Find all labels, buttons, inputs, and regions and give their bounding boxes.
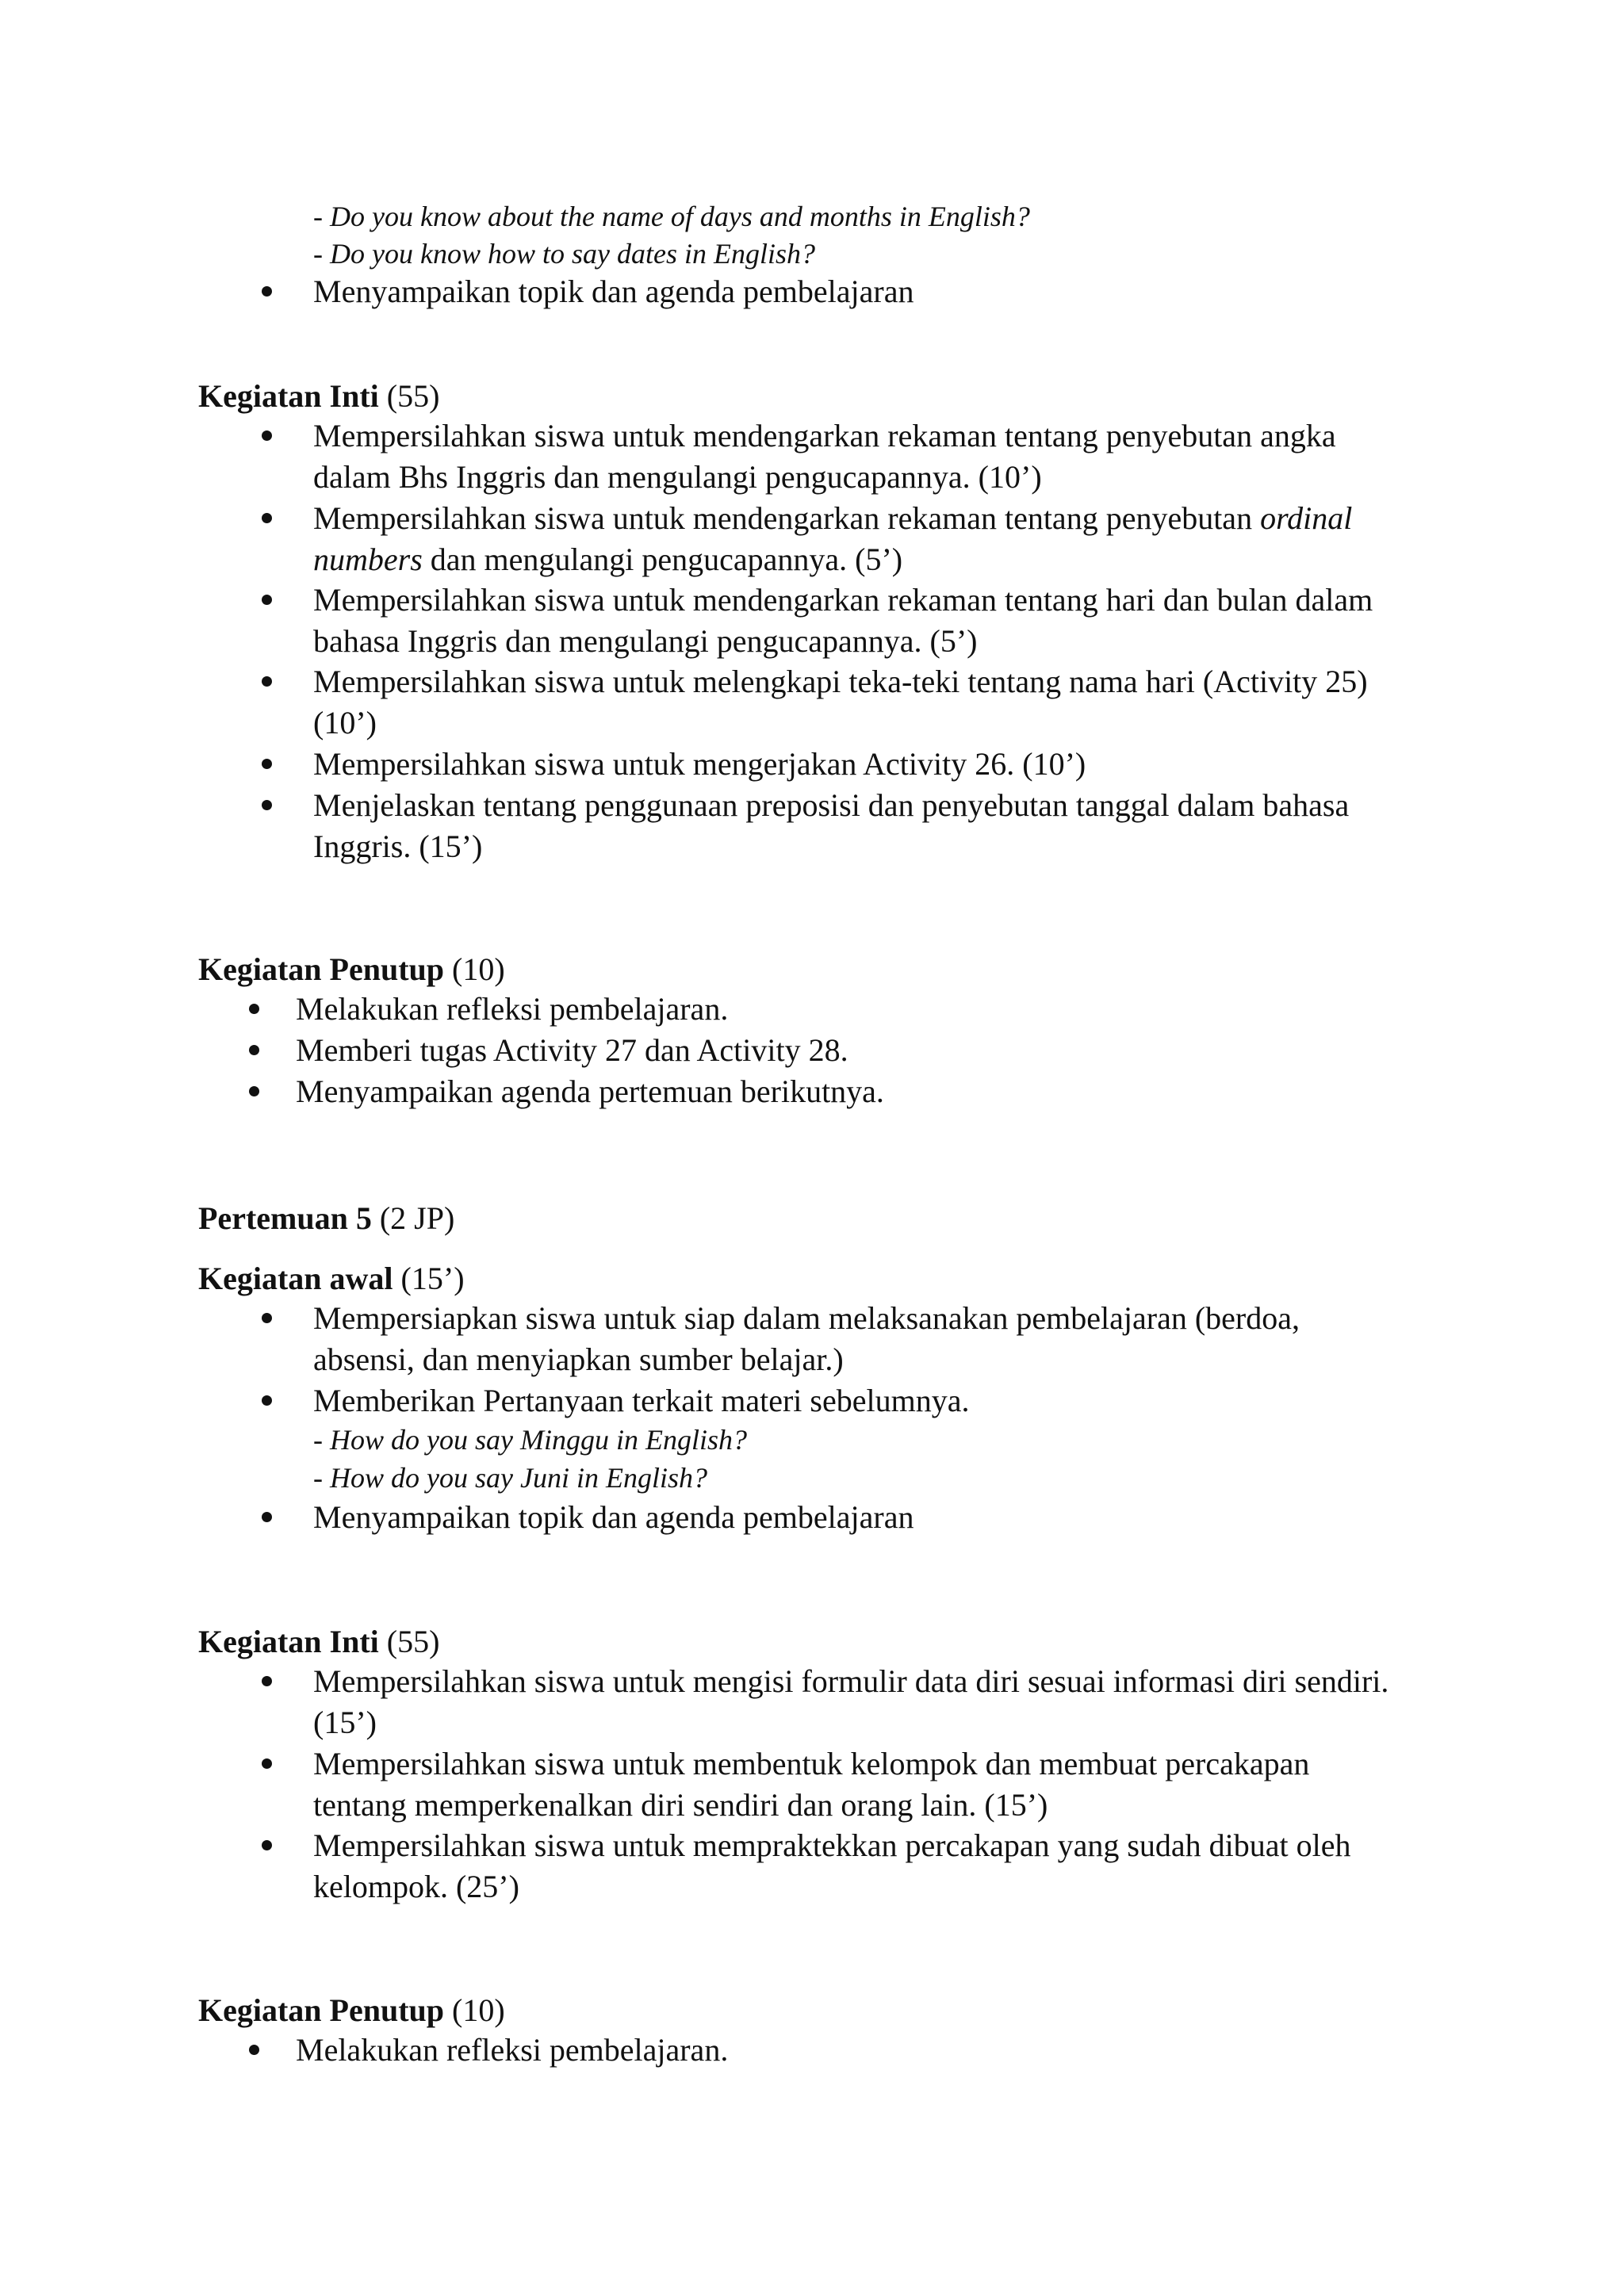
list-item-cont: Inggris. (15’) — [313, 828, 483, 864]
list-item-cont: numbers dan mengulangi pengucapannya. (5’) — [313, 541, 903, 577]
section-heading: Kegiatan awal (15’) — [198, 1261, 465, 1296]
list-item: Mempersilahkan siswa untuk mendengarkan rekaman tentang penyebutan ordinal — [313, 500, 1353, 536]
list-item: Mempersilahkan siswa untuk mengisi formulir data diri sesuai informasi diri sendiri. — [313, 1663, 1389, 1699]
list-item: Mempersilahkan siswa untuk mengerjakan Activity 26. (10’) — [313, 746, 1086, 782]
question-line: - How do you say Minggu in English? — [313, 1424, 747, 1456]
bullet-icon — [262, 759, 272, 769]
bullet-icon — [262, 1313, 272, 1323]
question-line: - Do you know about the name of days and months in English? — [313, 201, 1030, 232]
list-item: Mempersilahkan siswa untuk membentuk kelompok dan membuat percakapan — [313, 1746, 1310, 1781]
bullet-icon — [262, 595, 272, 605]
bullet-icon — [249, 1086, 259, 1096]
list-item-cont: kelompok. (25’) — [313, 1869, 519, 1904]
list-item: Menyampaikan agenda pertemuan berikutnya. — [296, 1073, 884, 1109]
question-line: - How do you say Juni in English? — [313, 1462, 707, 1494]
list-item: Menyampaikan topik dan agenda pembelajaran — [313, 274, 914, 309]
list-item: Mempersiapkan siswa untuk siap dalam melaksanakan pembelajaran (berdoa, — [313, 1300, 1300, 1336]
list-item: Melakukan refleksi pembelajaran. — [296, 2032, 729, 2068]
bullet-icon — [262, 513, 272, 523]
list-item: Mempersilahkan siswa untuk melengkapi teka-teki tentang nama hari (Activity 25) — [313, 664, 1368, 699]
bullet-icon — [262, 1512, 272, 1522]
list-item-cont: (15’) — [313, 1705, 377, 1740]
bullet-icon — [249, 1004, 259, 1014]
list-item: Memberi tugas Activity 27 dan Activity 28. — [296, 1032, 848, 1068]
bullet-icon — [262, 1840, 272, 1850]
bullet-icon — [262, 1395, 272, 1406]
list-item-cont: bahasa Inggris dan mengulangi pengucapannya. (5’) — [313, 623, 978, 659]
section-heading: Kegiatan Inti (55) — [198, 378, 440, 414]
list-item: Menyampaikan topik dan agenda pembelajaran — [313, 1499, 914, 1535]
question-line: - Do you know how to say dates in English? — [313, 238, 815, 270]
bullet-icon — [262, 676, 272, 687]
section-heading: Kegiatan Inti (55) — [198, 1624, 440, 1659]
section-heading: Kegiatan Penutup (10) — [198, 1992, 505, 2028]
list-item-cont: tentang memperkenalkan diri sendiri dan orang lain. (15’) — [313, 1787, 1048, 1823]
bullet-icon — [262, 430, 272, 441]
bullet-icon — [262, 1676, 272, 1686]
list-item-cont: dalam Bhs Inggris dan mengulangi pengucapannya. (10’) — [313, 459, 1042, 495]
bullet-icon — [262, 286, 272, 297]
bullet-icon — [262, 1758, 272, 1769]
bullet-icon — [249, 2045, 259, 2055]
meeting-heading: Pertemuan 5 (2 JP) — [198, 1200, 455, 1236]
section-heading: Kegiatan Penutup (10) — [198, 951, 505, 987]
bullet-icon — [249, 1045, 259, 1055]
list-item: Memberikan Pertanyaan terkait materi sebelumnya. — [313, 1383, 970, 1418]
list-item: Mempersilahkan siswa untuk mempraktekkan percakapan yang sudah dibuat oleh — [313, 1827, 1351, 1863]
list-item: Menjelaskan tentang penggunaan preposisi dan penyebutan tanggal dalam bahasa — [313, 787, 1350, 823]
list-item-cont: absensi, dan menyiapkan sumber belajar.) — [313, 1341, 844, 1377]
list-item: Mempersilahkan siswa untuk mendengarkan rekaman tentang penyebutan angka — [313, 418, 1336, 453]
bullet-icon — [262, 800, 272, 810]
list-item-cont: (10’) — [313, 705, 377, 740]
list-item: Melakukan refleksi pembelajaran. — [296, 991, 729, 1027]
list-item: Mempersilahkan siswa untuk mendengarkan rekaman tentang hari dan bulan dalam — [313, 582, 1373, 618]
